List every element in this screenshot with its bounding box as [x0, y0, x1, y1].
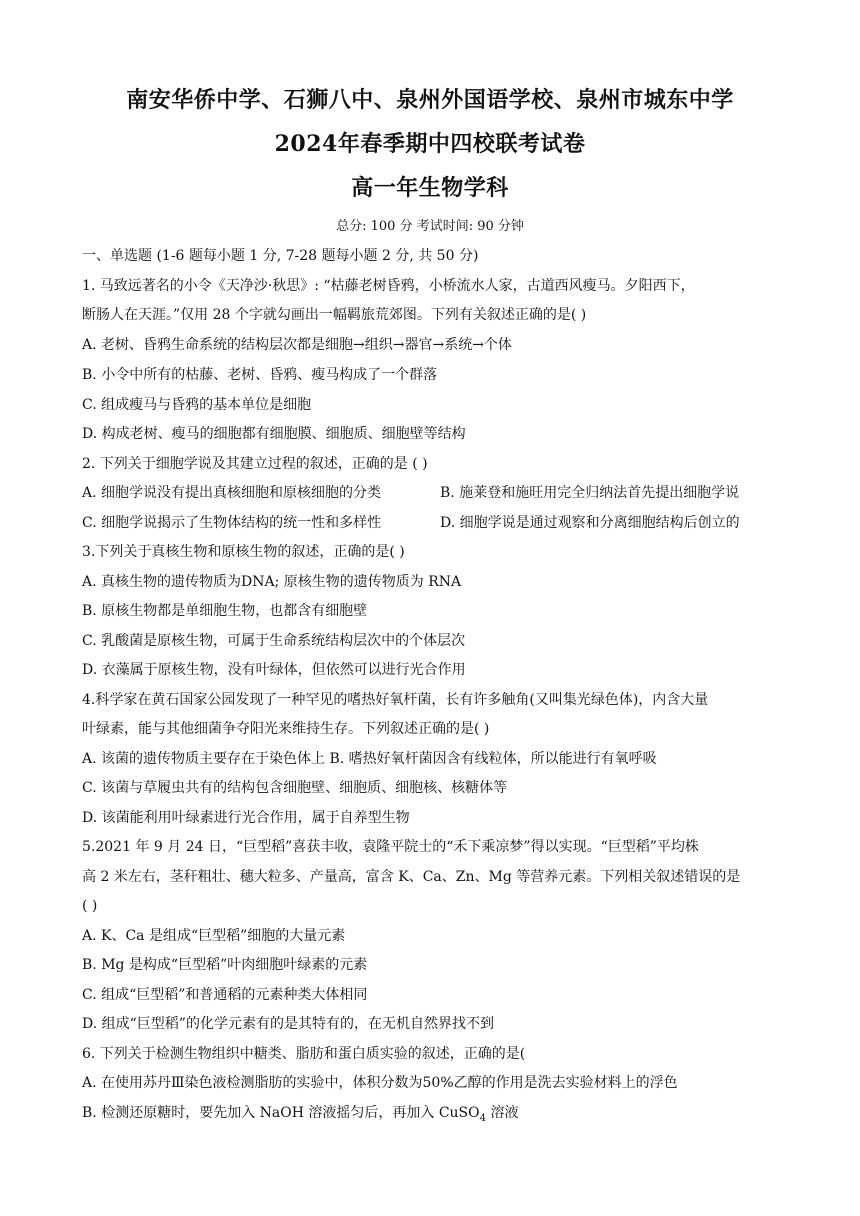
q3-option-c: C. 乳酸菌是原核生物，可属于生命系统结构层次中的个体层次: [82, 633, 466, 649]
q4-stem-line2: 叶绿素，能与其他细菌争夺阳光来维持生存。下列叙述正确的是( ): [82, 721, 490, 737]
q6-option-a: A. 在使用苏丹Ⅲ染色液检测脂肪的实验中，体积分数为50%乙醇的作用是洗去实验材料上的浮色: [82, 1075, 678, 1091]
q3-option-d: D. 衣藻属于原核生物，没有叶绿体，但依然可以进行光合作用: [82, 662, 466, 678]
q2-option-b: B. 施莱登和施旺用完全归纳法首先提出细胞学说: [440, 485, 740, 501]
q2-option-a: A. 细胞学说没有提出真核细胞和原核细胞的分类: [82, 485, 382, 501]
q6-option-b: [82, 1103, 518, 1129]
q1-stem-line1: 1. 马致远著名的小令《天净沙·秋思》: “枯藤老树昏鸦，小桥流水人家，古道西风瘦马。夕阳西下，: [82, 278, 695, 294]
q5-stem-line1: 5.2021 年 9 月 24 日，“巨型稻”喜获丰收，袁隆平院士的“禾下乘凉梦”得以实现。“巨型稻”平均株: [82, 839, 699, 855]
q2-option-c: C. 细胞学说揭示了生物体结构的统一性和多样性: [82, 515, 382, 531]
q6-stem: 6. 下列关于检测生物组织中糖类、脂肪和蛋白质实验的叙述，正确的是(: [82, 1046, 526, 1062]
q1-option-a: A. 老树、昏鸦生命系统的结构层次都是细胞→组织→器官→系统→个体: [82, 337, 512, 353]
q4-option-d: D. 该菌能利用叶绿素进行光合作用，属于自养型生物: [82, 810, 410, 826]
q2-option-d: D. 细胞学说是通过观察和分离细胞结构后创立的: [440, 515, 740, 531]
q6-option-b-end: 溶液: [486, 1105, 519, 1121]
q5-option-c: C. 组成“巨型稻”和普通稻的元素种类大体相同: [82, 987, 368, 1003]
q1-stem-line2: 断肠人在天涯。”仅用 28 个字就勾画出一幅羁旅荒郊图。下列有关叙述正确的是( ): [82, 307, 587, 323]
q5-option-d: D. 组成“巨型稻”的化学元素有的是其特有的，在无机自然界找不到: [82, 1016, 494, 1032]
q4-options-ab: A. 该菌的遗传物质主要存在于染色体上 B. 嗜热好氧杆菌因含有线粒体，所以能进行有氧呼吸: [82, 751, 657, 767]
q1-option-b: B. 小令中所有的枯藤、老树、昏鸦、瘦马构成了一个群落: [82, 367, 438, 383]
q4-stem-line1: 4.科学家在黄石国家公园发现了一种罕见的嗜热好氧杆菌，长有许多触角(又叫集光绿色体)，内含大量: [82, 692, 709, 708]
q4-option-c: C. 该菌与草履虫共有的结构包含细胞壁、细胞质、细胞核、核糖体等: [82, 780, 508, 796]
q2-stem: 2. 下列关于细胞学说及其建立过程的叙述，正确的是 ( ): [82, 456, 428, 472]
exam-title-subject: 高一年生物学科: [351, 175, 509, 201]
q5-option-b: B. Mg 是构成“巨型稻”叶肉细胞叶绿素的元素: [82, 957, 368, 973]
q3-option-a: A. 真核生物的遗传物质为DNA; 原核生物的遗传物质为 RNA: [82, 574, 462, 590]
q5-stem-line2: 高 2 米左右，茎秆粗壮、穗大粒多、产量高，富含 K、Ca、Zn、Mg 等营养元素。下列相关叙述错误的是: [82, 869, 741, 885]
q6-option-b-subscript: 4: [479, 1112, 486, 1124]
q1-option-c: C. 组成瘦马与昏鸦的基本单位是细胞: [82, 397, 312, 413]
q1-option-d: D. 构成老树、瘦马的细胞都有细胞膜、细胞质、细胞壁等结构: [82, 426, 466, 442]
section-heading: 一、单选题 (1-6 题每小题 1 分, 7-28 题每小题 2 分, 共 50 分): [82, 248, 479, 264]
exam-meta: 总分: 100 分 考试时间: 90 分钟: [336, 219, 524, 234]
exam-title-session: 2024年春季期中四校联考试卷: [274, 131, 586, 157]
q5-stem-line3: ( ): [82, 898, 98, 914]
q6-option-b-text: B. 检测还原糖时，要先加入 NaOH 溶液摇匀后，再加入 CuSO: [82, 1105, 480, 1121]
q3-option-b: B. 原核生物都是单细胞生物，也都含有细胞壁: [82, 603, 368, 619]
exam-title-schools: 南安华侨中学、石狮八中、泉州外国语学校、泉州市城东中学: [126, 87, 734, 113]
q3-stem: 3.下列关于真核生物和原核生物的叙述，正确的是( ): [82, 544, 405, 560]
q5-option-a: A. K、Ca 是组成“巨型稻”细胞的大量元素: [82, 928, 346, 944]
